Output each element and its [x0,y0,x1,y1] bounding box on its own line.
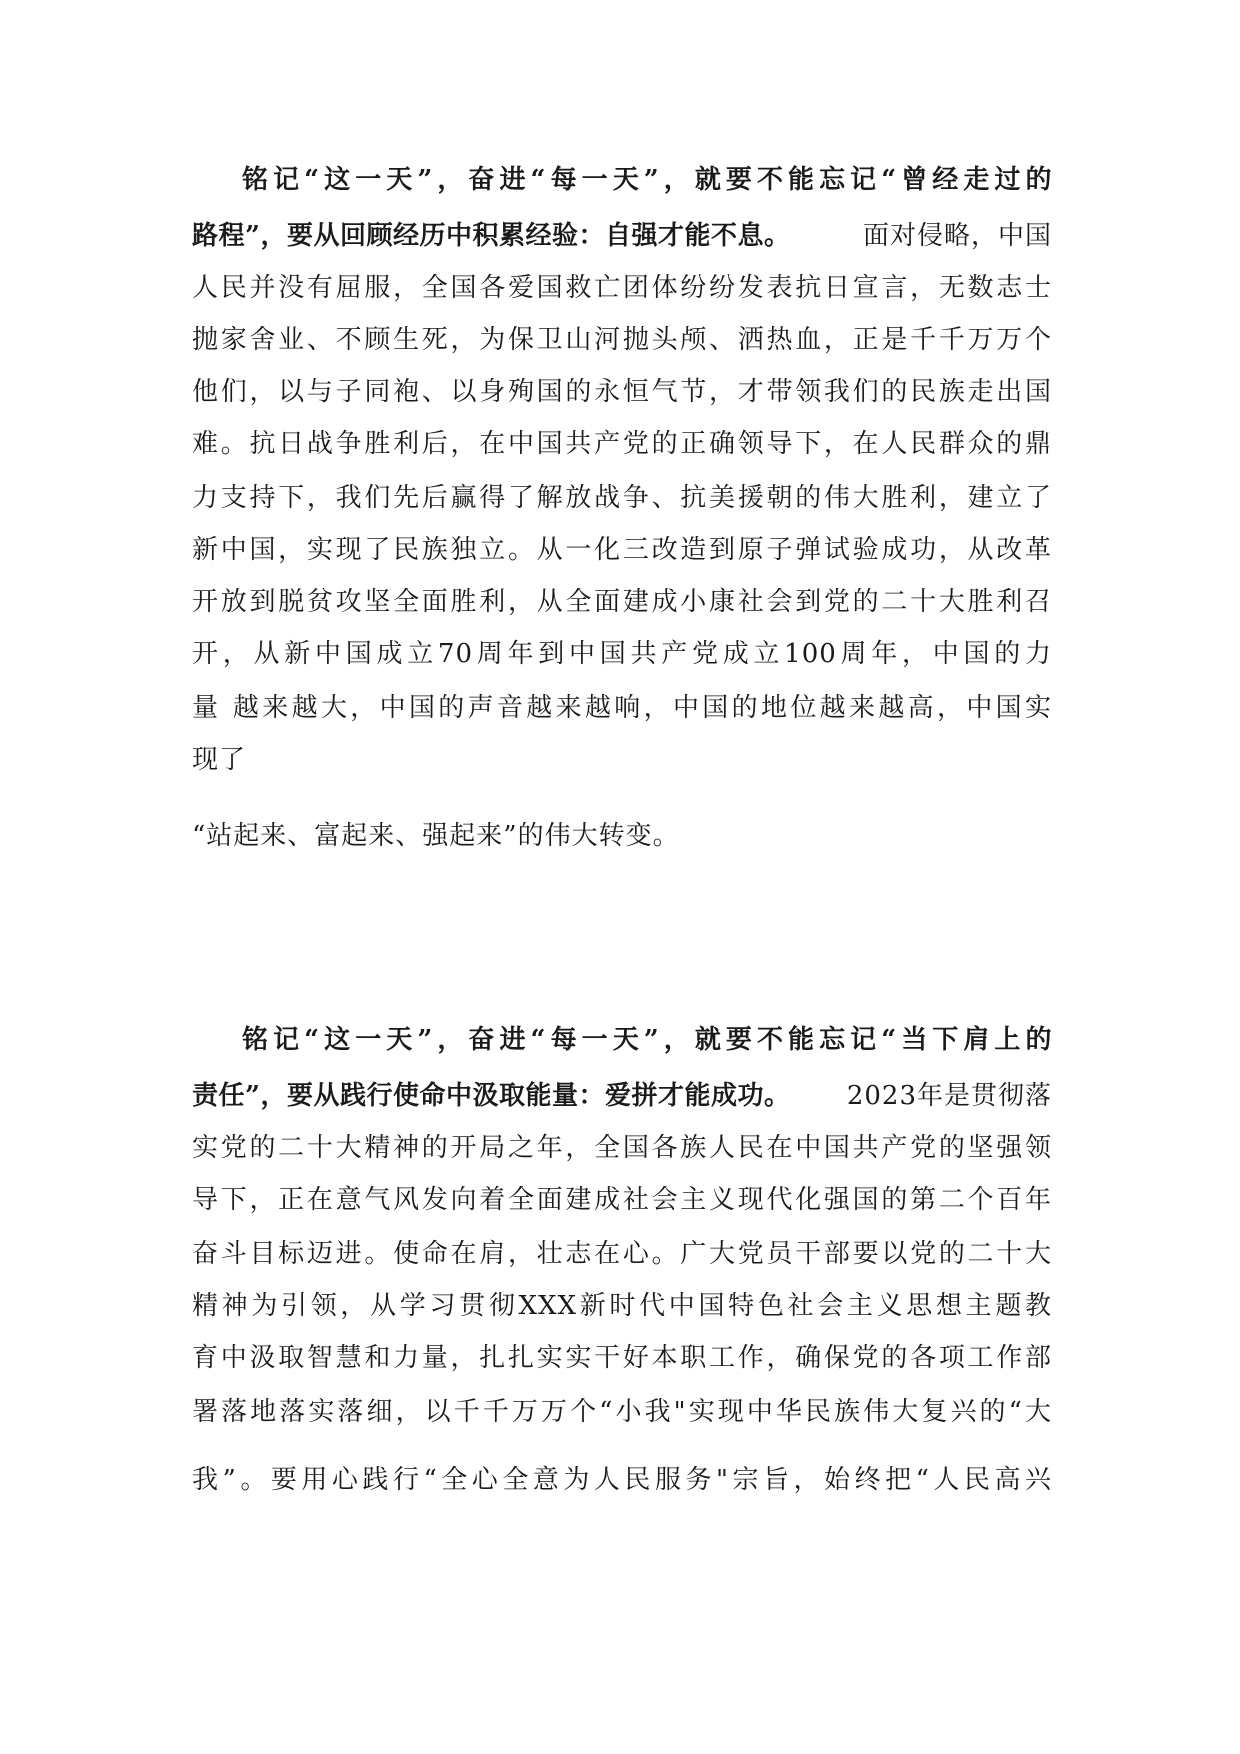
paragraph-1-line-13: “站起来、富起来、强起来”的伟大转变。 [192,821,680,851]
paragraph-2-line-2-tail: 2023年是贯彻落 [846,1081,1052,1111]
paragraph-1-line-5: 他们，以与子同袍、以身殉国的永恒气节，才带领我们的民族走出国 [192,377,1052,407]
paragraph-2-line-6: 精神为引领，从学习贯彻XXX新时代中国特色社会主义思想主题教 [192,1291,1052,1321]
paragraph-2-line-8: 署落地落实落细，以千千万万个“小我"实现中华民族伟大复兴的“大 [192,1397,1052,1427]
paragraph-1-line-4: 抛家舍业、不顾生死，为保卫山河抛头颅、洒热血，正是千千万万个 [192,325,1052,355]
paragraph-2-line-5: 奋斗目标迈进。使命在肩，壮志在心。广大党员干部要以党的二十大 [192,1239,1052,1269]
paragraph-1-line-3: 人民并没有屈服，全国各爱国救亡团体纷纷发表抗日宣言，无数志士 [192,273,1052,303]
paragraph-2-line-4: 导下，正在意气风发向着全面建成社会主义现代化强国的第二个百年 [192,1185,1052,1215]
paragraph-1-line-2-tail: 面对侵略，中国 [862,221,1052,251]
paragraph-1-heading-line-2: 路程”，要从回顾经历中积累经验：自强才能不息。 [192,221,791,251]
paragraph-1-line-9: 开放到脱贫攻坚全面胜利，从全面建成小康社会到党的二十大胜利召 [192,587,1052,617]
paragraph-2-heading-line-2: 责任”，要从践行使命中汲取能量：爱拼才能成功。 [192,1081,791,1111]
paragraph-1-line-2 [192,216,1052,256]
paragraph-2-line-3: 实党的二十大精神的开局之年，全国各族人民在中国共产党的坚强领 [192,1133,1052,1163]
paragraph-1-line-11: 量 越来越大，中国的声音越来越响，中国的地位越来越高，中国实 [192,693,1052,723]
paragraph-1-heading-line-1: 铭记“这一天”，奋进“每一天”，就要不能忘记“曾经走过的 [242,165,1052,195]
paragraph-1-line-8: 新中国，实现了民族独立。从一化三改造到原子弹试验成功，从改革 [192,535,1052,565]
paragraph-2-line-2 [192,1076,1052,1116]
paragraph-2-line-9: 我”。要用心践行“全心全意为人民服务"宗旨，始终把“人民高兴 [192,1465,1052,1495]
paragraph-1-line-10: 开，从新中国成立70周年到中国共产党成立100周年，中国的力 [192,639,1052,669]
paragraph-2-heading-line-1: 铭记“这一天”，奋进“每一天”，就要不能忘记“当下肩上的 [242,1025,1052,1055]
paragraph-2-line-7: 育中汲取智慧和力量，扎扎实实干好本职工作，确保党的各项工作部 [192,1343,1052,1373]
paragraph-1-line-7: 力支持下，我们先后赢得了解放战争、抗美援朝的伟大胜利，建立了 [192,483,1052,513]
paragraph-1-line-12: 现了 [192,745,247,775]
paragraph-1-line-6: 难。抗日战争胜利后，在中国共产党的正确领导下，在人民群众的鼎 [192,429,1052,459]
